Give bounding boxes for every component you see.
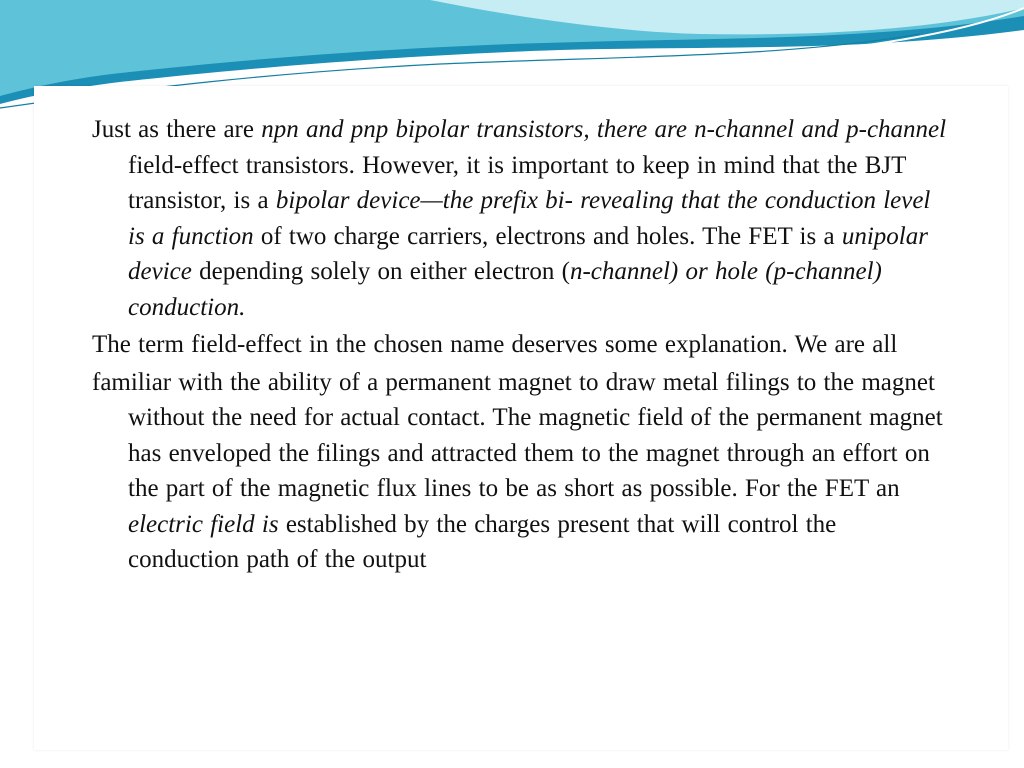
italic-text-run: npn and pnp bipolar transistors, there are n-channel and p-channel <box>261 116 947 143</box>
paragraph-2 <box>92 327 952 363</box>
text-run: depending solely on either electron ( <box>191 258 570 285</box>
italic-text-run: unipolar device <box>128 222 928 285</box>
italic-text-run: electric field is <box>128 510 279 538</box>
text-run: The term field-effect in the chosen name deserves some explanation. We are all <box>92 331 898 358</box>
paragraph-3 <box>92 365 952 578</box>
paragraph-1 <box>92 112 952 325</box>
text-run: of two charge carriers, electrons and holes. The FET is a <box>253 222 842 250</box>
text-run: field-effect transistors. However, it is important to keep in mind that the BJT transistor, is a <box>128 151 906 214</box>
text-run: familiar with the ability of a permanent magnet to draw metal filings to the magnet without the need for actual contact. The magnetic field of the permanent magnet has enveloped the filings and attracted them to the magnet through an effort on the part of the magnetic flux lines to be as short as possible. For the FET an <box>92 368 943 502</box>
text-run: Just as there are <box>92 116 262 143</box>
text-panel <box>34 86 1008 750</box>
body-text <box>92 112 952 580</box>
italic-text-run: bipolar device—the prefix bi- revealing that the conduction level is a function <box>128 187 931 250</box>
italic-text-run: n-channel) or hole (p-channel) conduction. <box>128 258 882 321</box>
text-run: established by the charges present that will control the conduction path of the output <box>128 510 837 573</box>
